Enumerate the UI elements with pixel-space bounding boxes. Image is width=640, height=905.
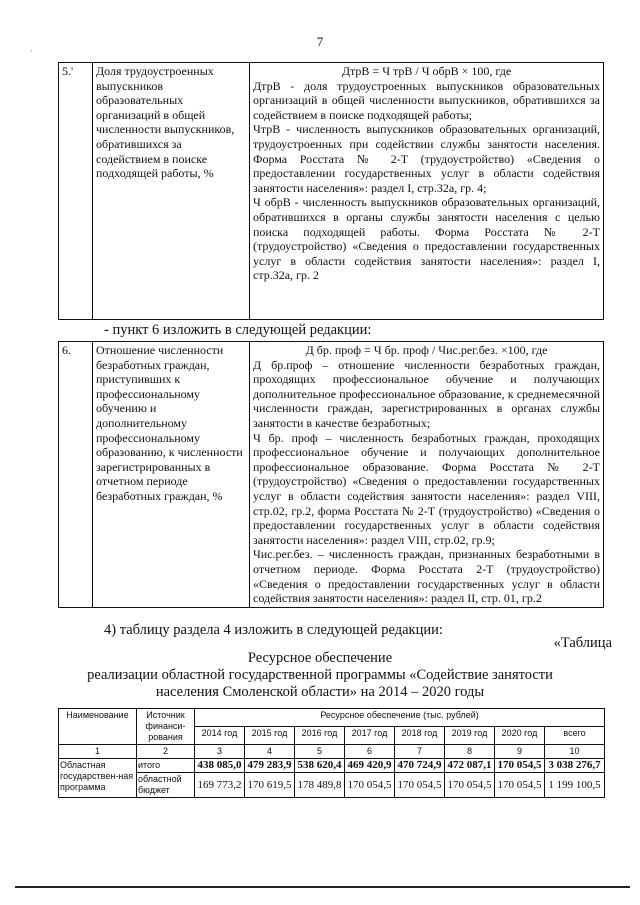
value-cell: 170 054,5	[495, 773, 545, 798]
header-total: всего	[545, 727, 605, 745]
definition-paragraph: Чис.рег.без. – численность граждан, признанных безработными в отчетном периоде. Форма Росстата 2-Т (трудоустройство) «Сведения о предоставлении государственных услуг в области содействия занятости населения»: раздел II, стр. 01, гр.2	[253, 547, 600, 606]
header-year: 2020 год	[495, 727, 545, 745]
table-row	[59, 773, 605, 798]
program-name: Областная государствен-ная программа	[59, 759, 137, 798]
header-year: 2014 год	[195, 727, 245, 745]
indicator-table-item-6	[58, 341, 604, 608]
header-year: 2016 год	[295, 727, 345, 745]
column-number: 4	[245, 745, 295, 759]
definition-paragraph: ДтрВ - доля трудоустроенных выпускников образовательных организаций в общей численности выпускников, обратившихся за содействием в поиске подходящей работы;	[253, 78, 600, 122]
column-number: 2	[137, 745, 195, 759]
value-cell: 170 054,5	[495, 759, 545, 773]
column-number: 6	[345, 745, 395, 759]
value-cell: 3 038 276,7	[545, 759, 605, 773]
value-cell: 472 087,1	[445, 759, 495, 773]
header-year: 2018 год	[395, 727, 445, 745]
value-cell: 170 054,5	[445, 773, 495, 798]
formula: ДтрВ = Ч трВ / Ч обрВ × 100, где	[341, 64, 512, 78]
formula: Д бр. проф = Ч бр. проф / Чис.рег.без. ×100, где	[305, 343, 548, 357]
value-cell: 470 724,9	[395, 759, 445, 773]
value-cell: 438 085,0	[195, 759, 245, 773]
header-year: 2019 год	[445, 727, 495, 745]
column-number: 5	[295, 745, 345, 759]
page-number: 7	[316, 34, 324, 49]
indicator-definition	[250, 63, 604, 320]
indicator-name: Отношение численности безработных граждан, приступивших к профессиональному обучению и дополнительному профессиональному образованию, к численности зарегистрированных в отчетном периоде безработных граждан, %	[93, 342, 250, 608]
header-name: Наименование	[59, 709, 137, 745]
value-cell: 469 420,9	[345, 759, 395, 773]
value-cell: 170 054,5	[395, 773, 445, 798]
indicator-definition	[250, 342, 604, 608]
value-cell: 169 773,2	[195, 773, 245, 798]
instruction-text: 4) таблицу раздела 4 изложить в следующей редакции:	[104, 622, 443, 638]
bottom-divider	[15, 886, 630, 888]
column-number: 9	[495, 745, 545, 759]
section-heading-line: реализации областной государственной программы «Содействие занятости	[87, 667, 553, 683]
header-year: 2017 год	[345, 727, 395, 745]
definition-paragraph: Ч обрВ - численность выпускников образовательных организаций, обратившихся в органы службы занятости населения с целью поиска подходящей работы. Форма Росстата № 2-Т (трудоустройство) «Сведения о предоставлении государственных услуг в области содействия занятости населения»: раздел I, стр.32а, гр. 2	[253, 195, 600, 283]
value-cell: 479 283,9	[245, 759, 295, 773]
section-heading-line: населения Смоленской области» на 2014 – 2020 годы	[155, 684, 485, 700]
table-row	[59, 759, 605, 773]
value-cell: 178 489,8	[295, 773, 345, 798]
section-heading-line: Ресурсное обеспечение	[247, 650, 393, 666]
definition-paragraph: Ч бр. проф – численность безработных граждан, проходящих профессиональное обучение и получающих дополнительное профессиональное образование. Форма Росстата № 2-Т (трудоустройство) «Сведения о предоставлении государственных услуг в области содействия занятости населения»: раздел VIII, стр.02, гр.2, форма Росстата № 2-Т (трудоустройство) «Сведения о предоставлении государственных услуг в области содействия занятости населения»: раздел VIII, стр.02, гр.9;	[253, 430, 600, 547]
value-cell: 170 054,5	[345, 773, 395, 798]
header-resource-group: Ресурсное обеспечение (тыс. рублей)	[195, 709, 605, 727]
column-number: 10	[545, 745, 605, 759]
value-cell: 538 620,4	[295, 759, 345, 773]
item-number: 5.'	[59, 63, 93, 320]
value-cell: 1 199 100,5	[545, 773, 605, 798]
definition-paragraph: Д бр.проф – отношение численности безработных граждан, проходящих профессиональное обучение и получающих дополнительное профессиональное образование, к среднемесячной численности граждан, зарегистрированных в органах службы занятости в качестве безработных;	[253, 357, 600, 430]
funding-source: итого	[137, 759, 195, 773]
funding-source: областной бюджет	[137, 773, 195, 798]
column-number: 3	[195, 745, 245, 759]
table-caption: «Таблица	[553, 635, 612, 651]
header-source: Источник финанси-рования	[137, 709, 195, 745]
header-year: 2015 год	[245, 727, 295, 745]
column-number: 8	[445, 745, 495, 759]
value-cell: 170 619,5	[245, 773, 295, 798]
instruction-text: - пункт 6 изложить в следующей редакции:	[104, 322, 372, 338]
indicator-name: Доля трудоустроенных выпускников образовательных организаций в общей численности выпускников, обратившихся за содействием в поиске подходящей работы, %	[93, 63, 250, 320]
resource-table	[58, 708, 605, 798]
column-number: 1	[59, 745, 137, 759]
indicator-table-item-5	[58, 62, 604, 320]
item-number: 6.	[59, 342, 93, 608]
column-number: 7	[395, 745, 445, 759]
margin-mark: ·	[30, 46, 33, 56]
definition-paragraph: ЧтрВ - численность выпускников образовательных организаций, трудоустроенных при содействии службы занятости населения. Форма Росстата № 2-Т (трудоустройство) «Сведения о предоставлении государственных услуг в области содействия занятости населения»: раздел I, стр.32а, гр. 4;	[253, 122, 600, 195]
